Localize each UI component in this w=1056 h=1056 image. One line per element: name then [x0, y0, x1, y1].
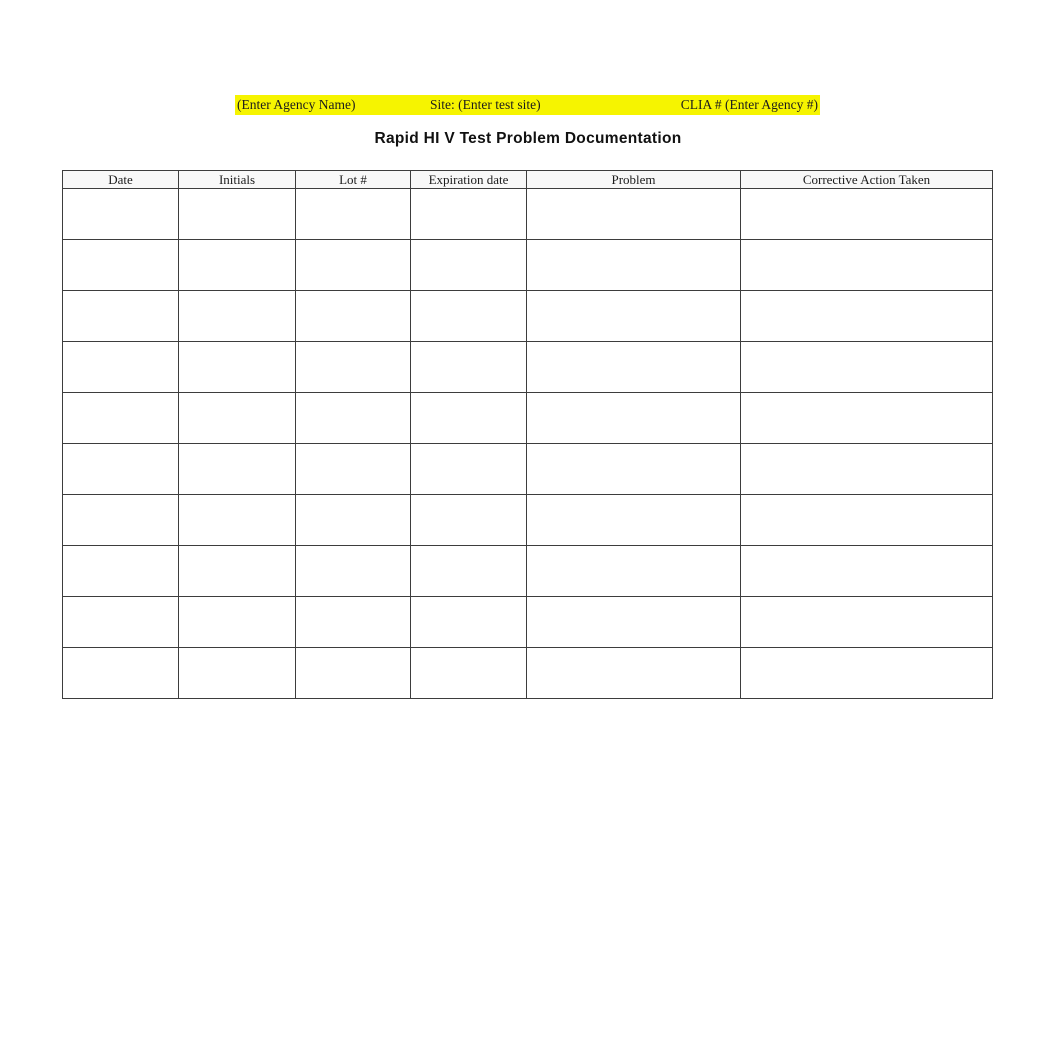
table-cell: [63, 444, 179, 495]
table-cell: [296, 648, 411, 699]
table-header-row: [63, 171, 993, 189]
table-cell: [63, 648, 179, 699]
table-cell: [63, 597, 179, 648]
table-cell: [63, 189, 179, 240]
table-cell: [411, 546, 527, 597]
table-cell: [63, 291, 179, 342]
table-cell: [527, 393, 741, 444]
table-row: [63, 342, 993, 393]
table-cell: [527, 546, 741, 597]
table-cell: [527, 342, 741, 393]
table-cell: [411, 189, 527, 240]
table-cell: [296, 291, 411, 342]
agency-name-placeholder: (Enter Agency Name): [237, 97, 356, 112]
table-cell: [527, 189, 741, 240]
table-cell: [411, 393, 527, 444]
table-row: [63, 291, 993, 342]
table-cell: [296, 393, 411, 444]
column-header-problem: Problem: [527, 171, 741, 189]
table-cell: [411, 648, 527, 699]
table-row: [63, 444, 993, 495]
table-cell: [411, 495, 527, 546]
table-cell: [741, 393, 993, 444]
table-cell: [179, 393, 296, 444]
table-cell: [179, 342, 296, 393]
table-cell: [741, 189, 993, 240]
table-cell: [527, 648, 741, 699]
table-cell: [411, 240, 527, 291]
table-cell: [63, 240, 179, 291]
table-cell: [527, 291, 741, 342]
table-cell: [179, 189, 296, 240]
page-title: Rapid HI V Test Problem Documentation: [374, 130, 682, 147]
table-cell: [741, 597, 993, 648]
table-cell: [179, 546, 296, 597]
table-cell: [179, 648, 296, 699]
table-cell: [741, 495, 993, 546]
table-cell: [296, 342, 411, 393]
column-header-date: Date: [63, 171, 179, 189]
table-cell: [411, 342, 527, 393]
table-cell: [179, 495, 296, 546]
table-cell: [741, 444, 993, 495]
table-cell: [741, 240, 993, 291]
column-header-lot: Lot #: [296, 171, 411, 189]
table-cell: [296, 597, 411, 648]
table-row: [63, 546, 993, 597]
table-cell: [296, 240, 411, 291]
table-header: [63, 171, 993, 189]
table-cell: [296, 546, 411, 597]
column-header-expiration-date: Expiration date: [411, 171, 527, 189]
table-cell: [179, 291, 296, 342]
table-cell: [179, 444, 296, 495]
table-cell: [63, 495, 179, 546]
table-cell: [527, 240, 741, 291]
test-site-placeholder: Site: (Enter test site): [430, 97, 541, 112]
table-cell: [296, 189, 411, 240]
table-cell: [741, 648, 993, 699]
table-cell: [527, 495, 741, 546]
table-row: [63, 189, 993, 240]
table-cell: [179, 597, 296, 648]
table-cell: [63, 393, 179, 444]
table-cell: [741, 291, 993, 342]
table-cell: [411, 291, 527, 342]
table-body: [63, 189, 993, 699]
table-row: [63, 393, 993, 444]
table-cell: [411, 444, 527, 495]
table-cell: [411, 597, 527, 648]
column-header-initials: Initials: [179, 171, 296, 189]
problem-documentation-table: [62, 170, 993, 699]
table-row: [63, 597, 993, 648]
table-cell: [527, 444, 741, 495]
table-cell: [63, 342, 179, 393]
table-cell: [179, 240, 296, 291]
table-cell: [741, 342, 993, 393]
table-cell: [296, 495, 411, 546]
table-cell: [527, 597, 741, 648]
table-cell: [741, 546, 993, 597]
column-header-corrective-action: Corrective Action Taken: [741, 171, 993, 189]
table-cell: [296, 444, 411, 495]
table-row: [63, 495, 993, 546]
table-cell: [63, 546, 179, 597]
table-row: [63, 240, 993, 291]
table-row: [63, 648, 993, 699]
clia-number-placeholder: CLIA # (Enter Agency #): [680, 97, 818, 112]
highlighted-header-line: [235, 95, 820, 115]
